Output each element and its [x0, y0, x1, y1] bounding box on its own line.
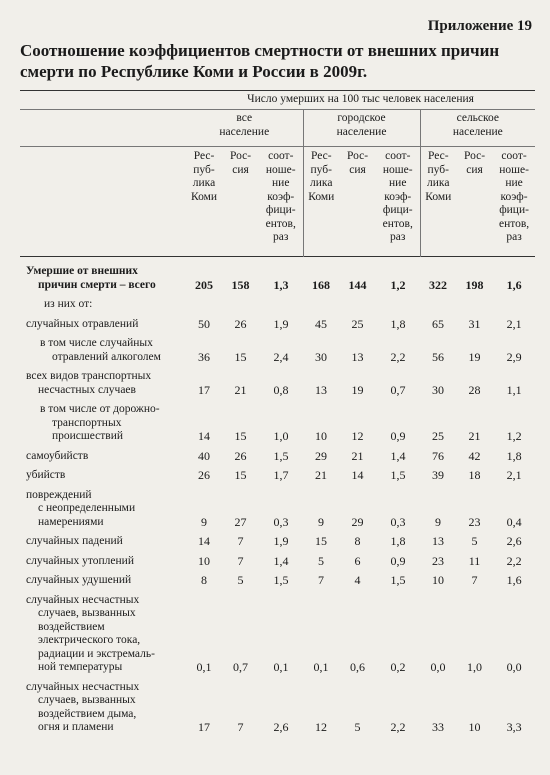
row-label-line: ной температуры — [38, 661, 123, 673]
table-cell: 1,6 — [506, 277, 522, 292]
table-cell — [303, 295, 339, 315]
table-cell: 13 — [315, 382, 327, 397]
row-label-line: случайных утоплений — [26, 554, 134, 567]
column-header-line: пуб- — [193, 163, 215, 176]
row-label-line: происшествий — [52, 430, 124, 442]
table-cell — [456, 295, 493, 315]
table-cell — [186, 295, 222, 315]
table-cell: 1,6 — [506, 573, 522, 587]
row-label — [20, 295, 186, 315]
table-cell: 8 — [354, 534, 361, 548]
table-cell: 1,4 — [273, 553, 289, 568]
table-cell: 18 — [468, 468, 481, 482]
column-header — [186, 147, 222, 257]
column-header — [222, 147, 259, 257]
row-label-line: несчастных случаев — [38, 383, 136, 396]
column-header-line: сия — [349, 163, 366, 176]
row-label-line: в том числе случайных — [40, 337, 153, 349]
row-label-line: случайных падений — [26, 535, 123, 547]
table-row — [20, 571, 535, 591]
table-cell: 0,9 — [390, 553, 406, 568]
row-label-line: Умершие от внешних — [26, 265, 138, 277]
table-cell: 14 — [198, 429, 210, 443]
table-cell: 5 — [471, 534, 478, 548]
table-cell: 30 — [315, 349, 327, 364]
table-cell: 0,3 — [390, 514, 406, 529]
table-cell: 1,9 — [273, 534, 289, 548]
table-cell: 21 — [468, 429, 481, 443]
row-label-line: намерениями — [38, 515, 104, 528]
group-header-line: сельское — [456, 112, 500, 124]
row-label — [20, 315, 186, 335]
table-cell: 1,8 — [390, 316, 406, 331]
table-cell: 33 — [432, 720, 444, 734]
table-cell: 1,8 — [390, 534, 406, 548]
table-row — [20, 257, 535, 296]
table-cell: 0,4 — [506, 514, 522, 529]
row-label-line: в том числе от дорожно- — [40, 403, 160, 415]
table-cell: 7 — [471, 573, 478, 587]
table-body — [20, 257, 535, 738]
column-header-line: соот- — [385, 150, 411, 162]
group-header-line: городское — [337, 112, 386, 124]
row-label-line: случаев, вызванных — [38, 607, 136, 619]
table-cell: 0,3 — [273, 514, 289, 529]
row-label — [20, 486, 186, 533]
table-cell: 31 — [468, 316, 481, 331]
column-header-line: раз — [273, 231, 289, 243]
column-header-line: пуб- — [310, 163, 332, 176]
table-cell: 2,9 — [506, 349, 522, 364]
table-cell: 17 — [198, 382, 210, 397]
table-cell: 7 — [237, 720, 244, 734]
table-cell: 1,4 — [390, 448, 406, 463]
table-cell: 10 — [198, 553, 210, 568]
table-cell: 7 — [237, 534, 244, 548]
column-header-line: фици- — [499, 204, 529, 216]
table-cell: 2,1 — [506, 468, 522, 482]
table-cell: 29 — [351, 514, 364, 529]
table-row — [20, 678, 535, 738]
table-cell: 13 — [432, 534, 444, 548]
table-cell: 0,0 — [430, 660, 446, 674]
table-row — [20, 400, 535, 447]
table-cell: 1,8 — [506, 448, 522, 463]
row-label — [20, 552, 186, 572]
table-cell: 21 — [351, 448, 364, 463]
row-label — [20, 367, 186, 400]
table-cell: 14 — [198, 534, 210, 548]
table-cell: 12 — [315, 720, 327, 734]
table-cell: 76 — [432, 448, 444, 463]
table-cell: 40 — [198, 448, 210, 463]
table-cell: 23 — [432, 553, 444, 568]
group-header-line: население — [336, 125, 387, 138]
table-cell: 2,2 — [390, 349, 406, 364]
table-cell: 5 — [318, 553, 324, 568]
column-header-line: ноше- — [499, 163, 529, 176]
table-cell: 2,4 — [273, 349, 289, 364]
table-cell — [376, 295, 420, 315]
column-header-line: Коми — [308, 190, 335, 203]
column-header — [420, 147, 456, 257]
group-header-line: все — [236, 112, 253, 124]
stub-header — [20, 91, 186, 110]
column-header-line: лика — [427, 177, 450, 189]
row-label-line: огня и пламени — [38, 721, 114, 733]
table-cell: 0,1 — [273, 660, 289, 674]
column-header — [456, 147, 493, 257]
row-label-line: отравлений алкоголем — [52, 350, 161, 363]
column-header-line: коэф- — [500, 190, 528, 203]
table-cell: 26 — [198, 468, 210, 482]
column-header-line: фици- — [265, 204, 296, 216]
table-cell: 2,1 — [506, 316, 522, 331]
row-label — [20, 257, 186, 296]
row-label-line: транспортных — [52, 416, 122, 429]
table-row — [20, 334, 535, 367]
row-label-line: случайных отравлений — [26, 317, 139, 330]
table-cell: 1,2 — [390, 277, 406, 292]
table-cell: 15 — [234, 349, 247, 364]
column-header-line: лика — [310, 177, 333, 189]
table-cell: 1,5 — [390, 468, 406, 482]
appendix-label: Приложение 19 — [427, 18, 532, 34]
column-header-line: Коми — [425, 190, 452, 203]
column-header-line: Коми — [190, 190, 218, 203]
stub-header-spacer — [20, 147, 186, 257]
table-cell: 1,1 — [506, 382, 522, 397]
table-cell: 45 — [315, 316, 327, 331]
row-label — [20, 532, 186, 552]
table-cell: 205 — [195, 277, 213, 292]
table-cell: 1,2 — [506, 429, 522, 443]
column-header-line: Рес- — [193, 150, 215, 162]
table-cell: 17 — [198, 720, 210, 734]
column-header-line: ентов, — [498, 217, 530, 230]
table-row — [20, 295, 535, 315]
table-row — [20, 552, 535, 572]
table-cell: 5 — [237, 573, 244, 587]
row-label — [20, 334, 186, 367]
row-label — [20, 678, 186, 738]
column-header-line: фици- — [382, 204, 413, 216]
table-cell — [420, 295, 456, 315]
column-header-line: ноше- — [382, 163, 413, 176]
table-row — [20, 486, 535, 533]
table-cell: 9 — [435, 514, 441, 529]
column-header-line: Рес- — [427, 150, 449, 162]
table-cell: 39 — [432, 468, 444, 482]
group-header — [303, 110, 420, 147]
column-header-line: пуб- — [427, 163, 449, 176]
table-cell: 1,5 — [273, 573, 289, 587]
group-header-line: население — [219, 125, 270, 138]
table-cell: 10 — [432, 573, 444, 587]
table-row — [20, 367, 535, 400]
page-title: Соотношение коэффициентов смертности от внешних причин смерти по Республике Коми и России в 2009г. — [20, 41, 500, 81]
row-label-line: случаев, вызванных — [38, 694, 136, 706]
table-cell: 1,5 — [273, 448, 289, 463]
column-header — [303, 147, 339, 257]
table-cell: 5 — [354, 720, 361, 734]
row-label-line: самоубийств — [26, 449, 89, 462]
group-header — [420, 110, 535, 147]
row-label-line: с неопределенными — [38, 502, 136, 514]
table-cell: 158 — [231, 277, 250, 292]
row-label-line: всех видов транспортных — [26, 370, 152, 382]
table-cell: 65 — [432, 316, 444, 331]
column-header-line: раз — [506, 231, 522, 243]
table-cell — [222, 295, 259, 315]
table-cell: 322 — [429, 277, 447, 292]
row-label-line: убийств — [26, 469, 66, 481]
row-label-line: случайных несчастных — [26, 680, 140, 693]
column-header-line: ние — [505, 177, 523, 189]
column-header-line: Рос- — [346, 150, 369, 162]
column-header — [339, 147, 376, 257]
column-header-line: ноше- — [265, 163, 296, 176]
column-header — [493, 147, 535, 257]
table-cell: 2,6 — [506, 534, 522, 548]
group-header-line: население — [452, 125, 503, 138]
table-cell: 2,6 — [273, 720, 289, 734]
table-cell: 27 — [234, 514, 247, 529]
table-cell: 50 — [198, 316, 210, 331]
table-cell: 15 — [234, 429, 247, 443]
table-cell: 12 — [351, 429, 364, 443]
mortality-table — [20, 90, 535, 738]
table-cell: 23 — [468, 514, 481, 529]
table-cell: 42 — [468, 448, 481, 463]
table-cell: 25 — [351, 316, 364, 331]
table-cell: 0,6 — [350, 660, 365, 674]
table-cell: 26 — [234, 316, 247, 331]
column-header-line: сия — [466, 163, 483, 176]
table-cell: 7 — [237, 553, 244, 568]
row-label-line: причин смерти – всего — [38, 278, 156, 291]
column-header-line: коэф- — [384, 190, 412, 203]
column-header — [259, 147, 303, 257]
table-cell — [259, 295, 303, 315]
row-label-line: из них от: — [44, 298, 93, 310]
table-cell: 13 — [351, 349, 364, 364]
table-cell: 1,5 — [390, 573, 406, 587]
column-header-line: Рес- — [310, 150, 332, 162]
table-cell: 9 — [318, 514, 324, 529]
table-cell: 56 — [432, 349, 444, 364]
table-cell: 0,2 — [390, 660, 406, 674]
table-row — [20, 447, 535, 467]
table-row — [20, 532, 535, 552]
column-header-line: ние — [389, 177, 407, 189]
column-header-line: Рос- — [463, 150, 486, 162]
row-label — [20, 400, 186, 447]
row-label-line: радиации и экстремаль- — [38, 647, 155, 660]
table-cell: 9 — [201, 514, 207, 529]
table-cell: 11 — [468, 553, 481, 568]
table-cell: 1,7 — [273, 468, 289, 482]
table-cell: 7 — [318, 573, 324, 587]
stub-header-spacer — [20, 110, 186, 147]
row-label-line: повреждений — [26, 488, 92, 501]
row-label-line: случайных удушений — [26, 574, 132, 586]
column-header-line: соот- — [501, 150, 527, 162]
table-cell: 1,9 — [273, 316, 289, 331]
group-header — [186, 110, 303, 147]
column-header-line: коэф- — [267, 190, 295, 203]
table-cell: 6 — [354, 553, 361, 568]
table-cell: 0,1 — [196, 660, 212, 674]
column-header-line: ентов, — [382, 217, 413, 230]
table-row — [20, 466, 535, 486]
column-header-line: раз — [390, 231, 406, 243]
table-row — [20, 591, 535, 678]
table-cell: 198 — [465, 277, 484, 292]
table-cell: 26 — [234, 448, 247, 463]
table-cell: 2,2 — [390, 720, 406, 734]
table-cell: 15 — [234, 468, 247, 482]
column-header-line: Рос- — [229, 150, 252, 162]
table-cell: 8 — [201, 573, 207, 587]
row-label-line: электрического тока, — [38, 634, 141, 646]
row-label — [20, 466, 186, 486]
table-cell: 10 — [315, 429, 327, 443]
table-cell: 3,3 — [506, 720, 522, 734]
table-cell: 144 — [348, 277, 367, 292]
table-cell: 28 — [468, 382, 481, 397]
row-label — [20, 591, 186, 678]
table-cell: 0,7 — [233, 660, 248, 674]
column-header-line: соот- — [268, 150, 294, 162]
row-label-line: случайных несчастных — [26, 593, 140, 606]
table-cell: 29 — [315, 448, 327, 463]
row-label — [20, 571, 186, 591]
table-cell: 30 — [432, 382, 444, 397]
table-cell: 0,1 — [313, 660, 329, 674]
table-cell: 168 — [312, 277, 330, 292]
column-header-line: сия — [232, 163, 249, 176]
row-label-line: воздействием дыма, — [38, 707, 137, 720]
table-cell: 0,7 — [390, 382, 406, 397]
table-cell: 4 — [354, 573, 361, 587]
table-cell: 1,0 — [273, 429, 289, 443]
table-cell: 36 — [198, 349, 210, 364]
table-cell: 21 — [234, 382, 247, 397]
column-header-line: ентов, — [265, 217, 296, 230]
column-header — [376, 147, 420, 257]
table-cell: 15 — [315, 534, 327, 548]
table-row — [20, 315, 535, 335]
table-cell — [493, 295, 535, 315]
table-cell: 0,9 — [390, 429, 406, 443]
row-label-line: воздействием — [38, 620, 105, 633]
column-header-line: лика — [192, 177, 216, 189]
table-cell: 25 — [432, 429, 444, 443]
table-cell: 10 — [468, 720, 481, 734]
table-cell: 2,2 — [506, 553, 522, 568]
table-cell: 19 — [351, 382, 364, 397]
table-cell — [339, 295, 376, 315]
table-cell: 1,0 — [467, 660, 482, 674]
table-cell: 0,8 — [273, 382, 289, 397]
table-cell: 21 — [315, 468, 327, 482]
table-cell: 19 — [468, 349, 481, 364]
table-cell: 14 — [351, 468, 364, 482]
row-label — [20, 447, 186, 467]
main-header: Число умерших на 100 тыс человек населения — [186, 91, 535, 110]
column-header-line: ние — [272, 177, 290, 189]
table-cell: 1,3 — [273, 277, 289, 292]
table-cell: 0,0 — [506, 660, 522, 674]
